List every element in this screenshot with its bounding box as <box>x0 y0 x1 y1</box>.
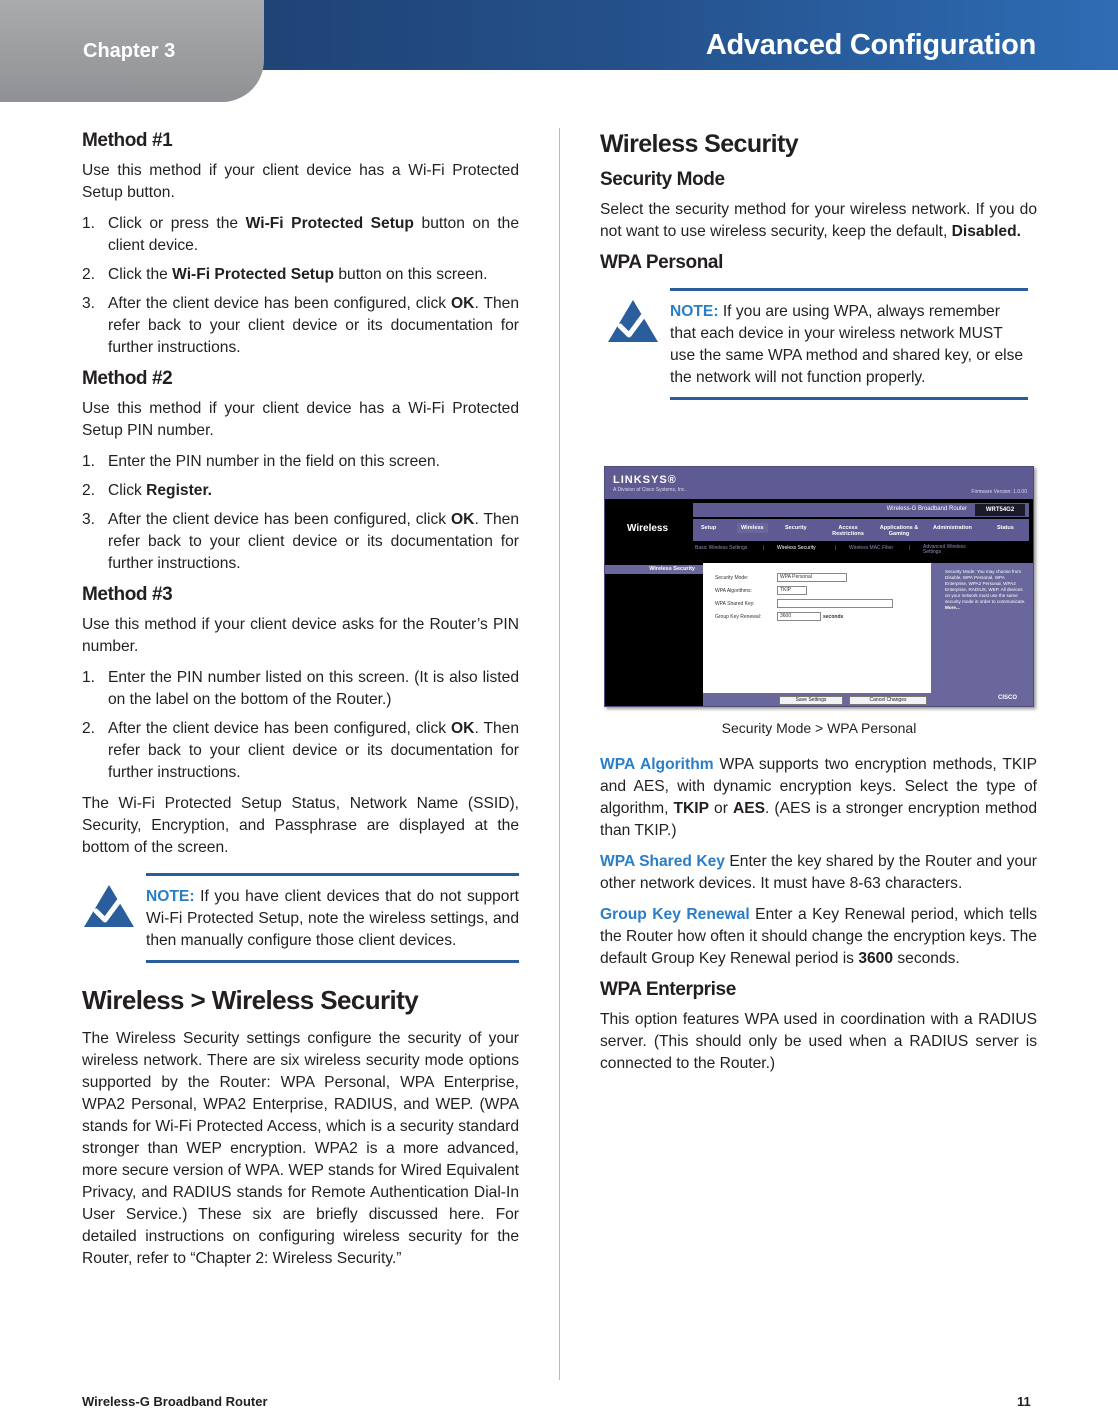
tab-status[interactable]: Status <box>997 525 1014 531</box>
method2-heading: Method #2 <box>82 368 173 389</box>
algorithm-select[interactable]: TKIP <box>777 586 807 595</box>
logo-subtitle: A Division of Cisco Systems, Inc. <box>613 487 686 493</box>
subtab-basic[interactable]: Basic Wireless Settings <box>695 545 748 551</box>
step-item: 3. After the client device has been configured, click OK. Then refer back to your client device or its documentation for further instructions. <box>82 511 519 572</box>
security-mode-text: Select the security method for your wireless network. If you do not want to use wireless security, keep the default, Disabled. <box>600 201 1037 240</box>
help-panel <box>931 563 1034 693</box>
settings-panel <box>703 563 931 693</box>
step-item: 1. Enter the PIN number in the field on this screen. <box>82 453 440 470</box>
section-title: Wireless <box>627 523 669 534</box>
tab-setup[interactable]: Setup <box>701 525 717 531</box>
wpa-algorithm-paragraph: WPA Algorithm WPA supports two encryption methods, TKIP and AES, with dynamic encryption keys. Select the type of algorithm, TKIP or AES. (AES is a stronger encryption method than TKIP.) <box>600 756 1037 839</box>
wpa-shared-key-paragraph: WPA Shared Key Enter the key shared by the Router and your other network devices. It must have 8-63 characters. <box>600 853 1037 892</box>
step-item: 2. Click Register. <box>82 482 212 499</box>
algorithm-label: WPA Algorithms: <box>715 588 752 594</box>
right-column-bottom <box>600 754 1037 1084</box>
cancel-changes-button[interactable]: Cancel Changes <box>849 696 927 705</box>
footer-product: Wireless-G Broadband Router <box>82 1394 268 1409</box>
section-paragraph: The Wireless Security settings configure the security of your wireless network. There are six wireless security mode options supported by the Router: WPA Personal, WPA Enterprise, WPA2 Personal, WPA2 Enterprise, RADIUS, and WEP. (WPA stands for Wi-Fi Protected Access, which is a security standard stronger than WEP encryption. WPA2 is a more advanced, more secure version of WPA. WEP stands for Wired Equivalent Privacy, and RADIUS stands for Remote Authentication Dial-In User Service.) These six are briefly discussed here. For detailed instructions on configuring wireless security for the Router, refer to “Chapter 2: Wireless Security.” <box>82 1030 519 1267</box>
method1-steps <box>82 213 519 359</box>
note-bottom-rule <box>670 397 1028 400</box>
save-settings-button[interactable]: Save Settings <box>779 696 843 705</box>
router-screenshot <box>604 466 1034 707</box>
method1-intro: Use this method if your client device has a Wi-Fi Protected Setup button. <box>82 162 519 201</box>
security-mode-label: Security Mode: <box>715 575 749 581</box>
subtab-separator: | <box>763 545 765 551</box>
wpa-algorithm-term: WPA Algorithm <box>600 756 714 773</box>
firmware-version: Firmware Version: 1.0.00 <box>971 489 1027 495</box>
help-text: Security Mode: You may choose from Disable, WPA Personal, WPA Enterprise, WPA2 Personal, WPA2 Enterprise, RADIUS, WEP. All devices on your network must use the same security mode in order to communicate. <box>945 569 1026 604</box>
group-key-renewal-term: Group Key Renewal <box>600 906 750 923</box>
tab-access-restrictions[interactable]: Access Restrictions <box>832 525 864 537</box>
subtab-advanced[interactable]: Advanced Wireless Settings <box>923 544 966 555</box>
column-divider <box>559 128 560 1380</box>
method2-intro: Use this method if your client device has a Wi-Fi Protected Setup PIN number. <box>82 400 519 439</box>
wpa-enterprise-heading: WPA Enterprise <box>600 979 736 1000</box>
tab-wireless[interactable]: Wireless <box>737 523 768 533</box>
wpa-shared-key-term: WPA Shared Key <box>600 853 725 870</box>
method3-heading: Method #3 <box>82 584 173 605</box>
checkmark-note-icon <box>606 298 660 344</box>
method1-heading: Method #1 <box>82 130 173 151</box>
footer-nav-spacer <box>605 693 703 707</box>
chapter-title: Advanced Configuration <box>705 29 1036 61</box>
nav-label: Wireless Security <box>605 565 703 574</box>
note-bottom-rule <box>146 960 519 963</box>
right-column-top <box>600 128 1037 422</box>
left-nav <box>605 563 703 693</box>
chapter-label: Chapter 3 <box>83 40 176 62</box>
method3-steps <box>82 667 519 784</box>
wireless-security-heading: Wireless Security <box>600 130 799 158</box>
renewal-label: Group Key Renewal: <box>715 614 762 620</box>
tab-applications-gaming[interactable]: Applications & Gaming <box>879 525 919 537</box>
note-text: NOTE: If you have client devices that do not support Wi-Fi Protected Setup, note the wireless settings, and then manually configure those client devices. <box>146 888 519 949</box>
method3-intro: Use this method if your client device asks for the Router’s PIN number. <box>82 616 519 655</box>
security-mode-heading: Security Mode <box>600 169 725 190</box>
tab-security[interactable]: Security <box>785 525 807 531</box>
screenshot-topbar <box>605 467 1033 499</box>
step-item: 2. After the client device has been configured, click OK. Then refer back to your client device or its documentation for further instructions. <box>82 720 519 781</box>
step-item: 2. Click the Wi-Fi Protected Setup button on this screen. <box>82 266 488 283</box>
main-tabs <box>693 519 1029 541</box>
step-item: 1. Enter the PIN number listed on this screen. (It is also listed on the label on the bottom of the Router.) <box>82 669 519 708</box>
note-box <box>146 873 519 963</box>
model-badge: WRT54G2 <box>975 504 1025 516</box>
help-more-link[interactable]: More... <box>945 605 960 610</box>
note-box <box>670 288 1028 400</box>
subtab-separator: | <box>835 545 837 551</box>
security-mode-select[interactable]: WPA Personal <box>777 573 847 582</box>
subtab-separator: | <box>909 545 911 551</box>
renewal-unit: seconds <box>823 614 844 620</box>
section-heading: Wireless > Wireless Security <box>82 985 419 1015</box>
group-key-renewal-paragraph: Group Key Renewal Enter a Key Renewal period, which tells the Router how often it should change the encryption keys. The default Group Key Renewal period is 3600 seconds. <box>600 906 1037 967</box>
left-column <box>82 128 519 1279</box>
wpa-enterprise-text: This option features WPA used in coordination with a RADIUS server. (This should only be used when a RADIUS server is connected to the Router.) <box>600 1011 1037 1072</box>
product-bar <box>693 503 1029 517</box>
shared-key-label: WPA Shared Key: <box>715 601 755 607</box>
screenshot-footer <box>605 693 1033 707</box>
renewal-input[interactable]: 3600 <box>777 612 821 621</box>
method2-steps <box>82 451 519 575</box>
status-paragraph: The Wi-Fi Protected Setup Status, Network Name (SSID), Security, Encryption, and Passphrase are displayed at the bottom of the screen. <box>82 795 519 856</box>
subtab-mac-filter[interactable]: Wireless MAC Filter <box>849 545 894 551</box>
linksys-logo: LINKSYS® <box>613 474 677 486</box>
step-item: 3. After the client device has been configured, click OK. Then refer back to your client device or its documentation for further instructions. <box>82 295 519 356</box>
page-number: 11 <box>1017 1394 1031 1409</box>
note-text: NOTE: If you are using WPA, always remember that each device in your wireless network MUST use the same WPA method and shared key, or else the network will not function properly. <box>670 303 1024 386</box>
shared-key-input[interactable] <box>777 599 893 608</box>
subtab-wireless-security[interactable]: Wireless Security <box>777 545 816 551</box>
sub-tabs <box>693 543 1029 555</box>
tab-administration[interactable]: Administration <box>933 525 972 531</box>
wpa-personal-heading: WPA Personal <box>600 252 723 273</box>
product-name: Wireless-G Broadband Router <box>886 506 967 512</box>
step-item: 1. Click or press the Wi-Fi Protected Setup button on the client device. <box>82 215 519 254</box>
checkmark-note-icon <box>82 883 136 929</box>
cisco-logo: CISCO <box>997 695 1017 701</box>
figure-caption: Security Mode > WPA Personal <box>721 720 917 736</box>
